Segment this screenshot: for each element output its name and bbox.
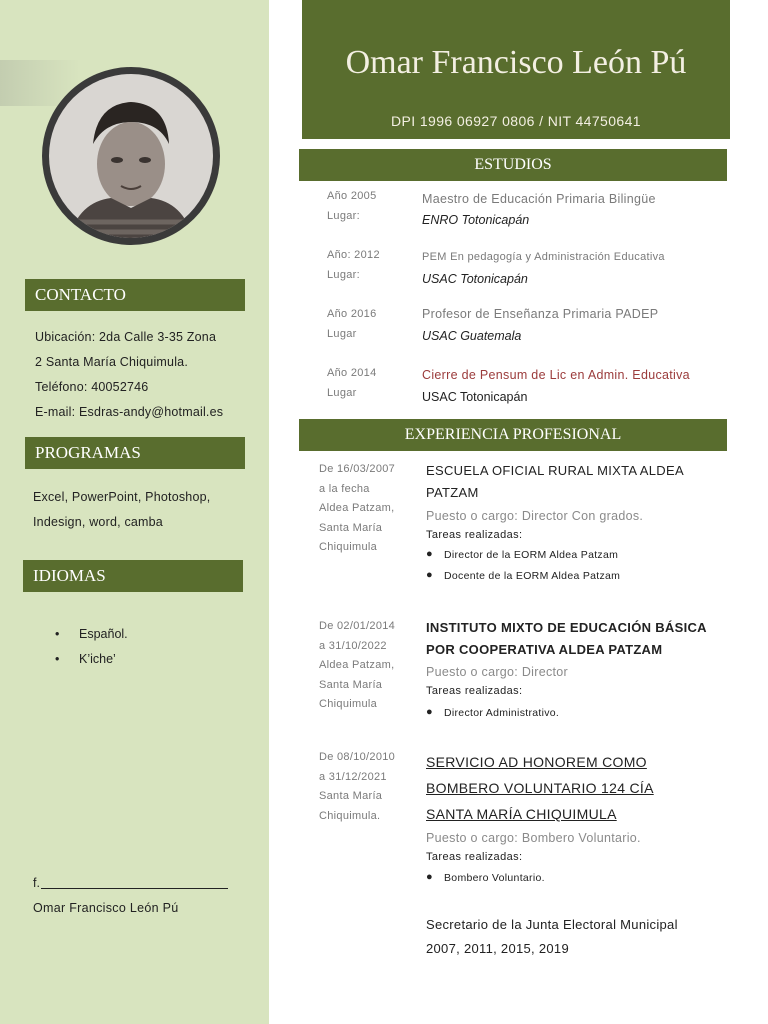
- tasks-label: Tareas realizadas:: [426, 529, 523, 541]
- tasks-label: Tareas realizadas:: [426, 851, 523, 863]
- profile-photo: [49, 74, 213, 238]
- study-year: Año 2005: [327, 190, 377, 202]
- full-name: Omar Francisco León Pú: [345, 44, 687, 81]
- contact-line: 2 Santa María Chiquimula.: [35, 355, 188, 369]
- study-year: Año: 2012: [327, 249, 380, 261]
- tasks-label: Tareas realizadas:: [426, 685, 523, 697]
- study-place-label: Lugar: [327, 328, 357, 340]
- study-place-label: Lugar: [327, 387, 357, 399]
- study-year: Año 2014: [327, 367, 377, 379]
- header-banner: [302, 0, 730, 139]
- signature-prefix: f.: [33, 876, 40, 890]
- programs-header: PROGRAMAS: [25, 437, 245, 469]
- job-title: SERVICIO AD HONOREM COMO BOMBERO VOLUNTARIO 124 CÍA SANTA MARÍA CHIQUIMULA: [426, 754, 654, 822]
- contact-line: Teléfono: 40052746: [35, 380, 149, 394]
- study-place: ENRO Totonicapán: [422, 213, 530, 227]
- contact-header: CONTACTO: [25, 279, 245, 311]
- experience-header: EXPERIENCIA PROFESIONAL: [299, 419, 727, 451]
- study-place-label: Lugar:: [327, 269, 360, 281]
- study-degree: Cierre de Pensum de Lic en Admin. Educativa: [422, 368, 690, 382]
- contact-email: E-mail: Esdras-andy@hotmail.es: [35, 405, 224, 419]
- contact-info: [35, 325, 235, 425]
- study-place-label: Lugar:: [327, 210, 360, 222]
- job-dates: De 16/03/2007 a la fecha Aldea Patzam, Santa María Chiquimula: [319, 463, 396, 553]
- signature-name: Omar Francisco León Pú: [33, 901, 179, 915]
- languages-list: [55, 622, 128, 672]
- language-item: • Español.: [55, 627, 128, 641]
- language-item: • K’iche’: [55, 652, 116, 666]
- languages-header: IDIOMAS: [23, 560, 243, 592]
- task-item: ● Bombero Voluntario.: [426, 871, 545, 884]
- signature-line: [41, 888, 228, 889]
- job-dates: De 08/10/2010 a 31/12/2021 Santa María Chiquimula.: [319, 751, 396, 822]
- job-title: INSTITUTO MIXTO DE EDUCACIÓN BÁSICA POR COOPERATIVA ALDEA PATZAM: [426, 620, 707, 657]
- task-item: ● Director de la EORM Aldea Patzam: [426, 548, 619, 561]
- study-year: Año 2016: [327, 308, 377, 320]
- programs-line: Indesign, word, camba: [33, 515, 163, 529]
- programs-list: [33, 485, 243, 535]
- studies-header: ESTUDIOS: [299, 149, 727, 181]
- study-place: USAC Totonicapán: [422, 390, 528, 404]
- job-role: Puesto o cargo: Bombero Voluntario.: [426, 831, 641, 845]
- programs-line: Excel, PowerPoint, Photoshop,: [33, 490, 211, 504]
- study-place: USAC Guatemala: [422, 329, 522, 343]
- task-item: ● Director Administrativo.: [426, 706, 560, 719]
- study-degree: PEM En pedagogía y Administración Educativa: [422, 251, 665, 263]
- study-degree: Maestro de Educación Primaria Bilingüe: [422, 192, 656, 206]
- job-role: Puesto o cargo: Director: [426, 665, 568, 679]
- extra-experience: Secretario de la Junta Electoral Municipal 2007, 2011, 2015, 2019: [426, 917, 678, 956]
- job-title: ESCUELA OFICIAL RURAL MIXTA ALDEA PATZAM: [426, 463, 684, 500]
- job-dates: De 02/01/2014 a 31/10/2022 Aldea Patzam, Santa María Chiquimula: [319, 620, 396, 710]
- job-role: Puesto o cargo: Director Con grados.: [426, 509, 644, 523]
- contact-line: Ubicación: 2da Calle 3-35 Zona: [35, 330, 217, 344]
- study-place: USAC Totonicapán: [422, 272, 528, 286]
- study-degree: Profesor de Enseñanza Primaria PADEP: [422, 307, 659, 321]
- id-numbers: DPI 1996 06927 0806 / NIT 44750641: [391, 113, 641, 129]
- task-item: ● Docente de la EORM Aldea Patzam: [426, 569, 621, 582]
